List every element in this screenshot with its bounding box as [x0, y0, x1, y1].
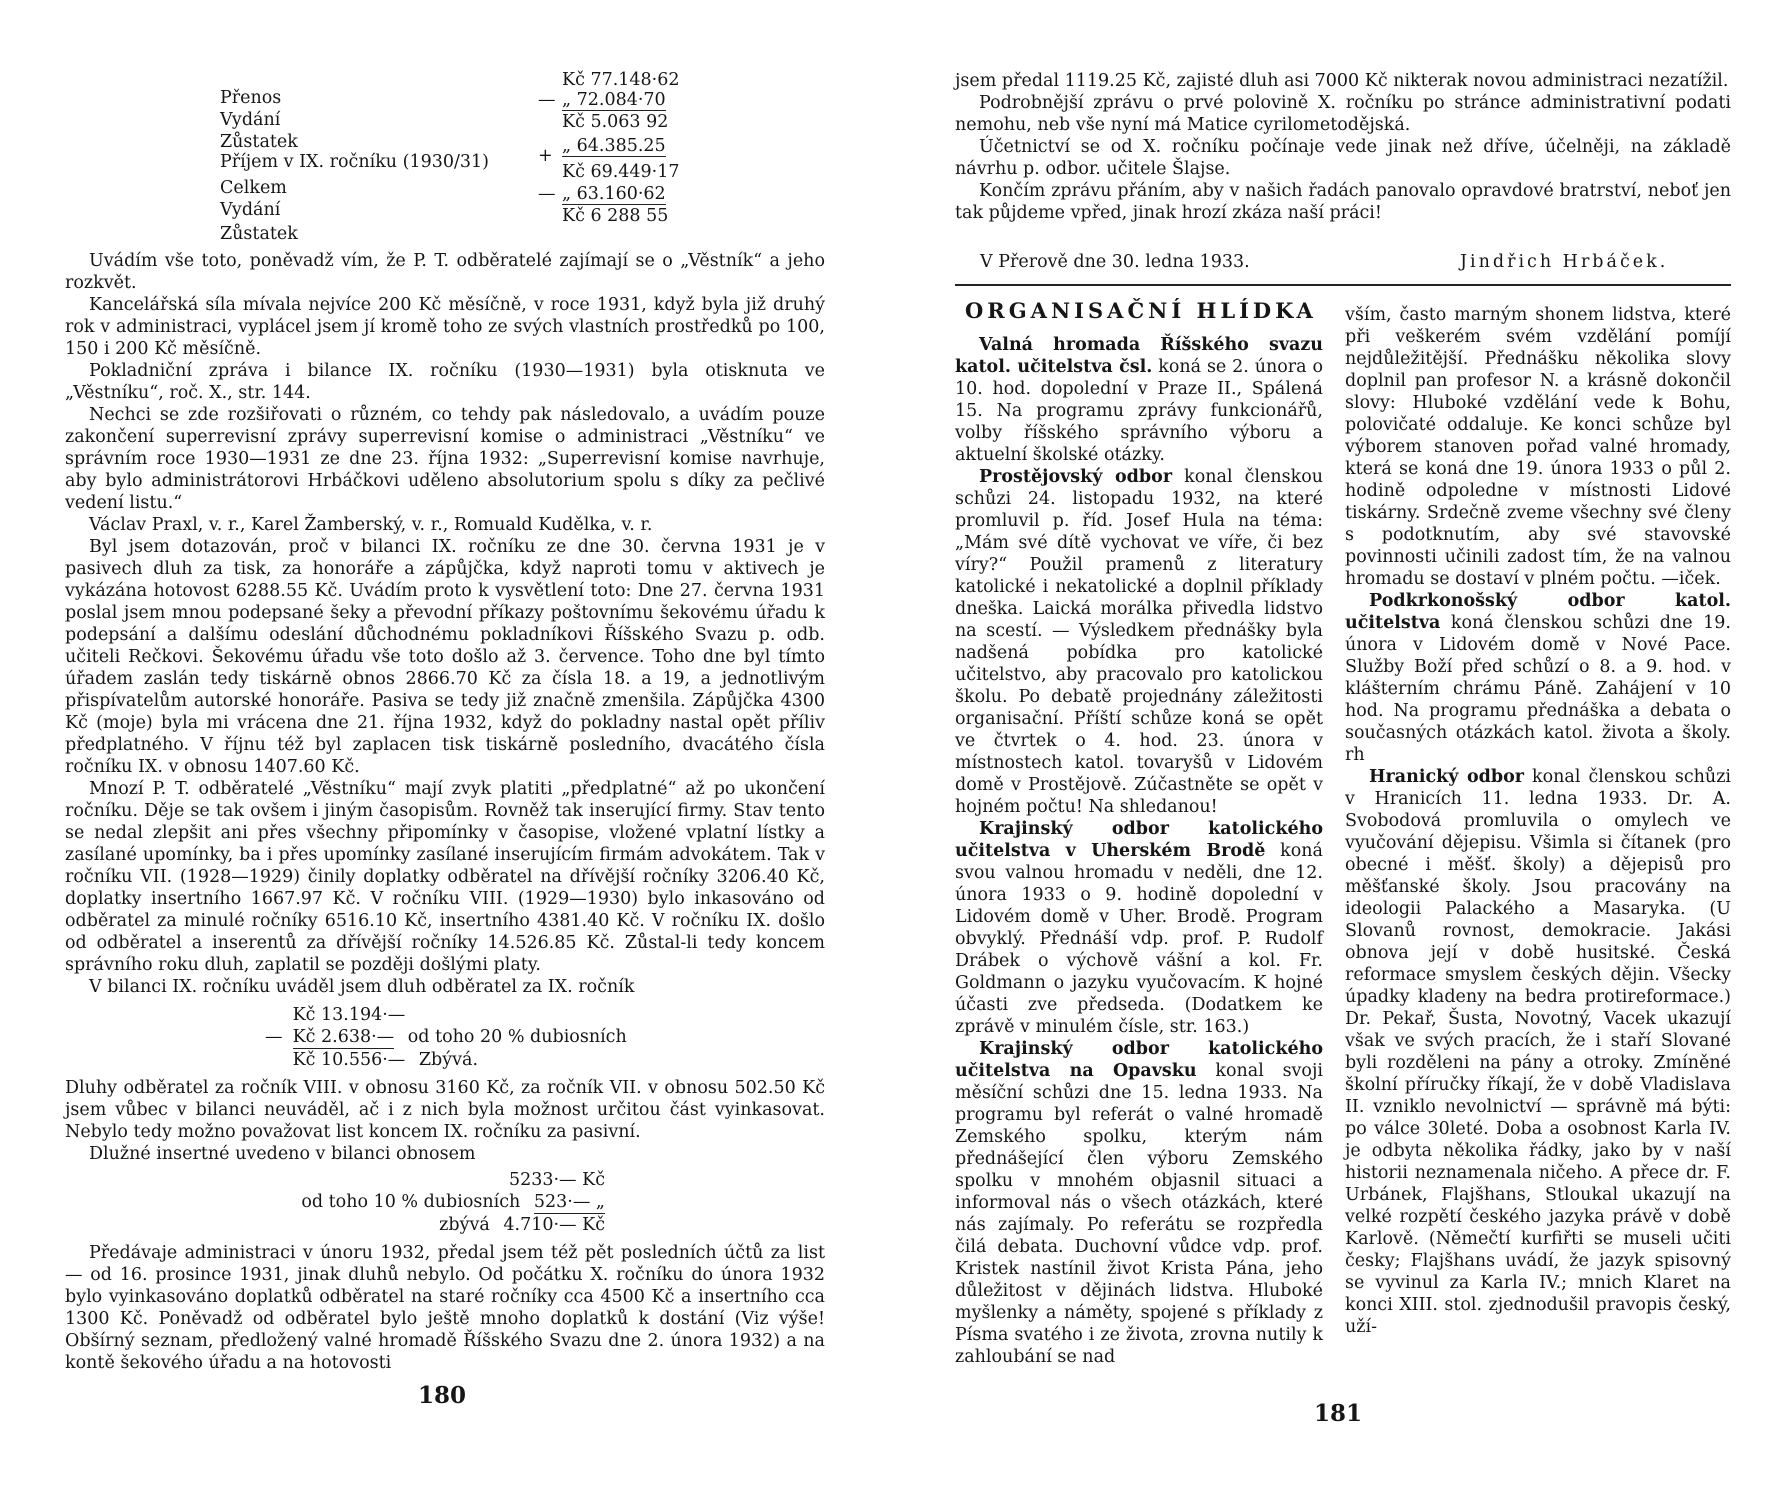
- news-item: [955, 334, 1323, 466]
- ledger-label: Zůstatek: [220, 224, 298, 244]
- calc-prefix: od toho 10 % dubiosních: [301, 1192, 521, 1212]
- item-heading: Krajinský odbor katolického učitelstva v Uherském Brodě: [955, 819, 1323, 861]
- calc-note: Zbývá.: [418, 1050, 479, 1070]
- calc-row: [245, 1191, 605, 1214]
- ledger-label: Celkem: [220, 178, 287, 198]
- ledger-sign: +: [538, 146, 553, 166]
- debt-calculation: [265, 1004, 825, 1071]
- column-1: [955, 334, 1323, 1368]
- insert-calculation: [245, 1169, 605, 1236]
- item-text: konal svoji měsíční schůzi dne 15. ledna 1933. Na programu byl referát o valné hromadě Zemského spolku, kterým nám přednášející člen výboru Zemského spolku v mnohém objasnil situaci a informoval nás o všech otázkách, které nás zajímaly. Po referátu se rozpředla čilá debata. Duchovní vůdce vdp. prof. Kristek nastínil život Krista Pána, jeho důležitost v dějinách lidstva. Hluboké myšlenky a náměty, spojené s příklady z Písma svatého i ze života, zrovna nutily k zahloubání se nad: [955, 1061, 1323, 1367]
- ledger-label: Vydání: [220, 200, 281, 220]
- item-text: koná svou valnou hromadu v neděli, dne 12. února 1933 o 9. hodině dopolední v Lidovém domě v Uher. Brodě. Program obvyklý. Přednáší vdp. prof. P. Rudolf Drábek o výchově vášní a kol. Fr. Goldmann o jazyku vyučovacím. K hojné účasti zve předseda. (Dodatkem ke zprávě v minulém čísle, str. 163.): [955, 841, 1323, 1037]
- paragraph: Předávaje administraci v únoru 1932, předal jsem též pět posledních účtů za list — od 16. prosince 1931, jinak dluhů nebylo. Od počátku X. ročníku do února 1932 bylo vyinkasováno doplatků odběratel na staré ročníky cca 4500 Kč a insertního cca 1300 Kč. Poněvadž od odběratel bylo ještě mnoho doplatků k dostání (Viz výše! Obšírný seznam, předložený valné hromadě Říšského Svazu dne 2. února 1932) a na kontě šekového úřadu a na hotovosti: [65, 1243, 825, 1373]
- page-number: 180: [418, 1382, 467, 1409]
- ledger-sign: —: [538, 184, 556, 204]
- page-number: 181: [1314, 1400, 1363, 1427]
- calc-row: [245, 1214, 605, 1236]
- signatories-line: Václav Praxl, v. r., Karel Žamberský, v. r., Romuald Kudělka, v. r.: [89, 515, 653, 535]
- paragraph: V bilanci IX. ročníku uváděl jsem dluh odběratel za IX. ročník: [89, 977, 635, 997]
- news-item: [1345, 590, 1731, 766]
- ledger-label: Zůstatek: [220, 132, 298, 152]
- calc-amount: 5233·— Kč: [508, 1170, 605, 1190]
- paragraph: Dluhy odběratel za ročník VIII. v obnosu 3160 Kč, za ročník VII. v obnosu 502.50 Kč jsem vůbec v bilanci neuváděl, ač i z nich byla možnost určitou část vyinkasovat. Nebylo tedy možno považovat list koncem IX. ročníku za pasivní.: [65, 1078, 825, 1142]
- item-text: konal členskou schůzi v Hranicích 11. ledna 1933. Dr. A. Svobodová promluvila o omylech ve vyučování dějepisu. Všimla si čítanek (pro obecné i měšť. školy) a dějepisů pro měšťanské školy. Jsou pracovány na ideologii Palackého a Masaryka. (U Slovanů rovnost, demokracie. Jakási obnova její v době husitské. Česká reformace smyslem českých dějin. Všecky úpadky kladeny na bedra protireformace.) Dr. Pekař, Šusta, Novotný, Vacek ukazují však ve svých pracích, že i staří Slované byli rozděleni na pány a otroky. Zmíněné školní příručky říkají, že v době Vladislava II. vzniklo nevolnictví — správně má býti: po válce 30leté. Doba a osobnost Karla IV. je odbyta několika řádky, jako by v naší historii neznamenala ničeho. A přece dr. F. Urbánek, Flajšhans, Stloukal ukazují na velké rozpětí českého jazyka právě v době Karlově. (Němečtí kurfiřti se museli učiti česky; Flajšhans uvádí, že jazyk spisovný se vyvinul za Karla IV.; mnich Klaret na konci XIII. stol. zjednodušil pravopis český, uží-: [1345, 767, 1732, 1337]
- news-item: [955, 1038, 1323, 1368]
- news-item: [1345, 304, 1731, 590]
- ledger-amount: „ 63.160·62: [562, 184, 666, 204]
- paragraph: Končím zprávu přáním, aby v našich řadách panovalo opravdové bratrství, neboť jen tak půjdeme vpřed, jinak hrozí zkáza naší práci!: [955, 181, 1731, 223]
- signature-place: V Přerově dne 30. ledna 1933.: [980, 252, 1250, 272]
- paragraph: Pokladniční zpráva i bilance IX. ročníku (1930—1931) byla otisknuta ve „Věstníku“, roč. X., str. 144.: [65, 361, 825, 403]
- ledger-label: Přenos: [220, 88, 282, 108]
- ledger-label: Příjem v IX. ročníku (1930/31): [220, 152, 489, 172]
- paragraph: Uvádím vše toto, poněvadž vím, že P. T. odběratelé zajímají se o „Věstník“ a jeho rozkvět.: [65, 251, 825, 293]
- paragraph: Dlužné insertné uvedeno v bilanci obnosem: [89, 1144, 476, 1164]
- section-heading: ORGANISAČNÍ HLÍDKA: [965, 298, 1317, 323]
- item-text: koná se 2. února o 10. hod. dopolední v Praze II., Spálená 15. Na programu zprávy funkcionářů, volby říšského správního výboru a aktuelní školské otázky.: [955, 357, 1324, 465]
- calc-row: [245, 1169, 605, 1191]
- calc-amount: Kč 13.194·—: [292, 1005, 406, 1025]
- ledger-amount: Kč 77.148·62: [562, 70, 680, 90]
- right-top-text: [955, 70, 1731, 224]
- calc-row: [265, 1026, 825, 1049]
- calc-row: [265, 1004, 825, 1026]
- ledger-amount: „ 64.385.25: [562, 136, 666, 156]
- ledger-sign: —: [538, 90, 556, 110]
- news-item: [955, 466, 1323, 818]
- item-heading: Hranický odbor: [1369, 767, 1524, 787]
- calc-note: od toho 20 % dubiosních: [407, 1027, 627, 1047]
- ledger-label: Vydání: [220, 110, 281, 130]
- paragraph: Kancelářská síla mívala nejvíce 200 Kč měsíčně, v roce 1931, když byla již druhý rok v administraci, vyplácel jsem jí kromě toho ze svých vlastních prostředků po 100, 150 i 200 Kč měsíčně.: [65, 295, 825, 359]
- calc-amount: Kč 2.638·—: [292, 1027, 395, 1047]
- paragraph: Podrobnější zprávu o prvé polovině X. ročníku po stránce administrativní podati nemohu, neb vše nyní má Matice cyrilometodějská.: [955, 93, 1731, 135]
- item-heading: Valná hromada Říšského svazu katol. učitelstva čsl.: [955, 335, 1323, 377]
- calc-amount: 523·— „: [533, 1192, 605, 1212]
- item-heading: Prostějovský odbor: [979, 467, 1173, 487]
- calc-prefix: zbývá: [439, 1215, 490, 1235]
- signature-name: Jindřich Hrbáček.: [1460, 252, 1669, 272]
- left-body-text: [65, 250, 825, 1374]
- news-item: [955, 818, 1323, 1038]
- item-heading: Krajinský odbor katolického učitelstva na Opavsku: [955, 1039, 1323, 1081]
- item-text: koná členskou schůzi dne 19. února v Lidovém domě v Nové Pace. Služby Boží před schůzí o 8. a 9. hod. v klášterním chrámu Páně. Zahájení v 10 hod. Na programu přednáška a debata o současných otázkách katol. života a školy. rh: [1345, 613, 1731, 765]
- paragraph: Nechci se zde rozšiřovati o různém, co tehdy pak následovalo, a uvádím pouze zakončení superrevisní zprávy superrevisní komise o administraci „Věstníku“ ve správním roce 1930—1931 ze dne 23. října 1932: „Superrevisní komise navrhuje, aby bylo administrátorovi Hrbáčkovi uděleno absolutorium spolu s díky za pečlivé vedení listu.“: [65, 405, 825, 513]
- calc-amount: Kč 10.556·—: [292, 1050, 406, 1070]
- paragraph: jsem předal 1119.25 Kč, zajisté dluh asi 7000 Kč nikterak novou administraci nezatížil.: [955, 71, 1729, 91]
- calc-amount: 4.710·— Kč: [503, 1215, 605, 1235]
- calc-row: [265, 1049, 825, 1071]
- ledger-amount: „ 72.084·70: [562, 90, 666, 110]
- ledger-amount: Kč 69.449·17: [562, 162, 680, 182]
- paragraph: Mnozí P. T. odběratelé „Věstníku“ mají zvyk platiti „předplatné“ až po ukončení ročníku. Děje se tak ovšem i jiným časopisům. Rovněž tak inserující firmy. Stav tento se nedal zlepšit ani přes všechny připomínky v časopise, vložené vplatní lístky a zasílané upomínky, ba i přes upomínky zasílané inserujícím firmám advokátem. Tak v ročníku VII. (1928—1929) činily doplatky odběratel na dřívější ročníky 3206.40 Kč, doplatky insertního 1667.97 Kč. V ročníku VIII. (1929—1930) bylo inkasováno od odběratel za minulé ročníky 6516.10 Kč, insertního 4381.40 Kč. V ročníku IX. došlo od odběratel a inserentů za dřívější ročníky 14.526.85 Kč. Zůstal-li tedy koncem správního roku dluh, zaplatil se později došlými platy.: [65, 779, 825, 975]
- item-heading: Podkrkonošský odbor katol. učitelstva: [1345, 591, 1731, 633]
- item-text: vším, často marným shonem lidstva, které při veškerém svém vzdělání pomíjí nejdůležitější. Přednášku několika slovy doplnil pan profesor N. a krásně dokončil slovy: Hluboké vzdělání vede k Bohu, polovičaté oddaluje. Ke konci schůze byl výborem stanoven pořad valné hromady, která se koná dne 19. února 1933 o půl 2. hodině odpoledne v místnosti Lidové tiskárny. Srdečně zveme všechny své členy s podotknutím, aby své stavovské povinnosti učinili zadost tím, že na valnou hromadu se dostaví v plném počtu. —iček.: [1345, 305, 1731, 589]
- ledger-amount: Kč 5.063 92: [562, 112, 669, 132]
- ledger-amount: Kč 6 288 55: [562, 206, 669, 226]
- column-2: [1345, 304, 1731, 1338]
- section-divider: [955, 284, 1731, 286]
- item-text: konal členskou schůzi 24. listopadu 1932, na které promluvil p. říd. Josef Hula na téma: „Mám své dítě vychovat ve víře, či bez víry?“ Použil pramenů z literatury katolické i nekatolické a doplnil příklady dneška. Laická morálka přivedla lidstvo na scestí. — Výsledkem přednášky byla nadšená pobídka pro katolické učitelstvo, aby pracovalo pro katolickou školu. Po debatě projednány záležitosti organisační. Příští schůze koná se opět ve čtvrtek o 4. hod. 23. února v místnostech katol. tovaryšů v Lidovém domě v Prostějově. Zúčastněte se opět v hojném počtu! Na shledanou!: [955, 467, 1324, 817]
- paragraph: Byl jsem dotazován, proč v bilanci IX. ročníku ze dne 30. června 1931 je v pasivech dluh za tisk, za honoráře a zápůjčka, když naproti tomu v aktivech je vykázána hotovost 6288.55 Kč. Uvádím proto k vysvětlení toto: Dne 27. června 1931 poslal jsem mnou podepsané šeky a převodní příkazy poštovnímu šekovému úřadu k podepsání a dalšímu odeslání důchodnému pokladníkovi Říšského Svazu p. odb. učiteli Rečkovi. Šekovému úřadu vše toto došlo až 3. července. Toho dne byl tímto úřadem zaslán tedy tiskárně obnos 2866.70 Kč za čísla 18. a 19, a jednotlivým přispívatelům autorské honoráře. Pasiva se tedy již značně zmenšila. Zápůjčka 4300 Kč (moje) byla mi vrácena dne 21. října 1932, když do pokladny nastal opět příliv předplatného. V říjnu též byl zaplacen tisk tiskárně posledního, dvacátého čísla ročníku IX. v obnosu 1407.60 Kč.: [65, 537, 825, 777]
- calc-sign: —: [265, 1027, 283, 1047]
- news-item: [1345, 766, 1731, 1338]
- paragraph: Účetnictví se od X. ročníku počínaje vede jinak než dříve, účelněji, na základě návrhu p. odbor. učitele Šlajse.: [955, 137, 1731, 179]
